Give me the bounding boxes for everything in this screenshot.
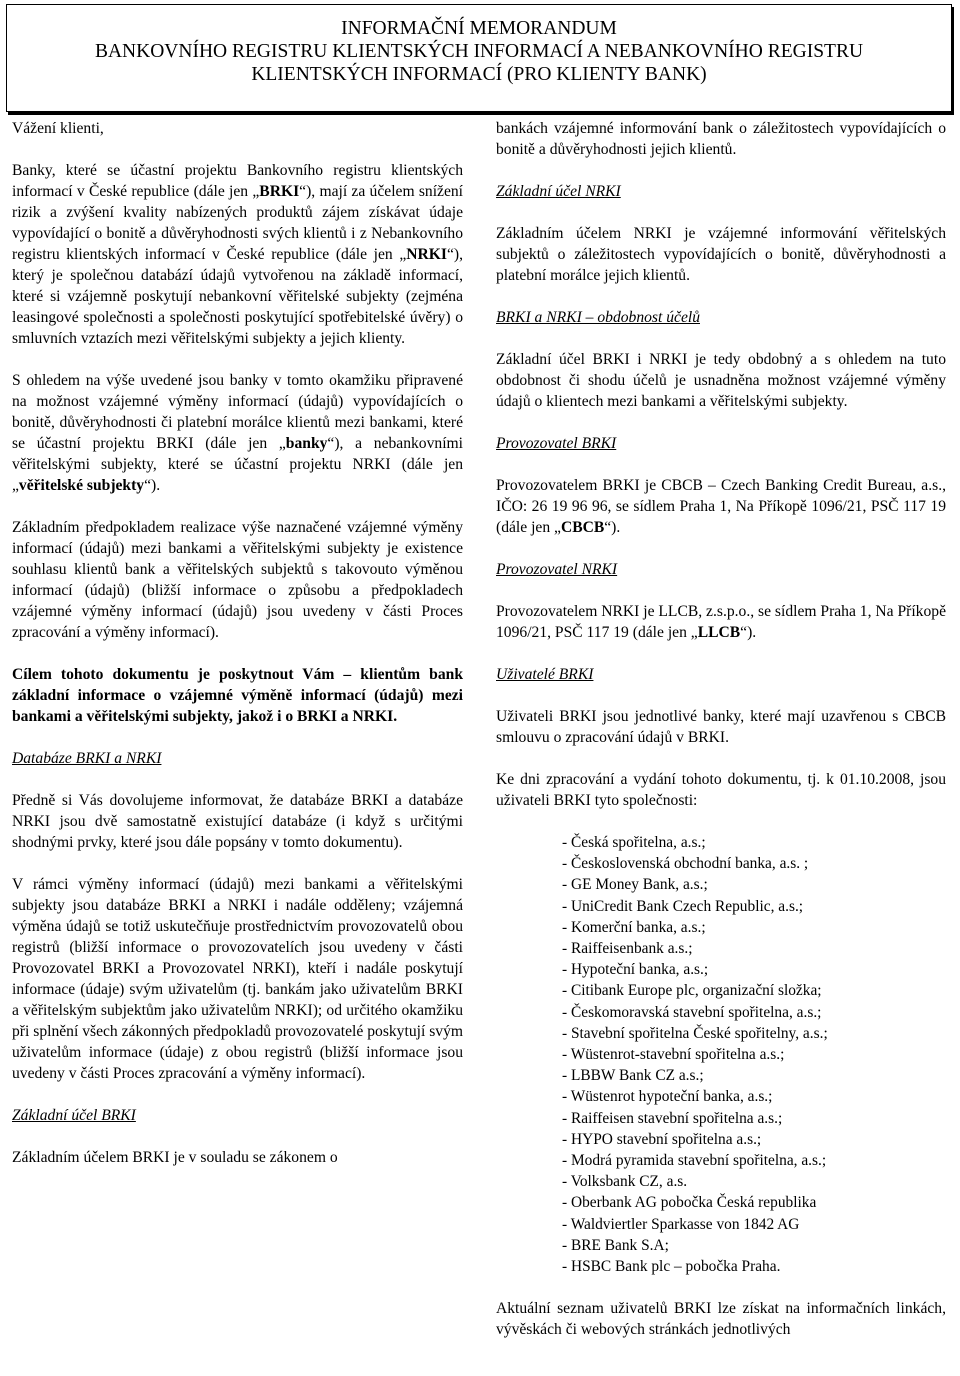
nrki-operator-paragraph <box>496 601 946 643</box>
title-line-3: KLIENTSKÝCH INFORMACÍ (PRO KLIENTY BANK) <box>251 64 707 85</box>
list-item: - Volksbank CZ, a.s. <box>562 1173 688 1191</box>
nrki-purpose-paragraph: Základním účelem NRKI je vzájemné informování věřitelských subjektů o záležitostech vypovídajících o bonitě, důvěryhodnosti a platební morálce jejich klientů. <box>496 225 946 284</box>
list-item: - Komerční banka, a.s.; <box>562 918 706 936</box>
nrki-term: NRKI <box>406 246 447 263</box>
intro-paragraph <box>12 160 463 349</box>
title-line-2: BANKOVNÍHO REGISTRU KLIENTSKÝCH INFORMACÍ A NEBANKOVNÍHO REGISTRU <box>94 41 864 62</box>
brki-operator-text: Provozovatelem BRKI je CBCB – Czech Banking Credit Bureau, a.s., IČO: 26 19 96 96, se sídlem Praha 1, Na Příkopě 1096/21, PSČ 117 19 (dále jen „ <box>496 477 946 536</box>
right-column <box>496 118 946 1340</box>
section-heading-similarity: BRKI a NRKI – obdobnost účelů <box>496 309 700 326</box>
list-item: - Hypoteční banka, a.s.; <box>562 961 709 979</box>
brki-term: BRKI <box>259 183 300 200</box>
list-item: - HYPO stavební spořitelna a.s.; <box>562 1130 762 1148</box>
section-heading-brki-users: Uživatelé BRKI <box>496 666 594 683</box>
intro-text-2: “), mají za účelem snížení rizik a zvýšení kvality nabízených produktů zájem získávat údaje vypovídající o bonitě a důvěryhodnosti svých klientů i z Nebankovního registru klientských informací v České republice (dále jen „ <box>12 183 464 263</box>
list-item: - GE Money Bank, a.s.; <box>562 876 708 894</box>
list-item: - Československá obchodní banka, a.s. ; <box>562 855 809 873</box>
memorandum-title-box <box>6 4 952 112</box>
consent-paragraph: Základním předpokladem realizace výše naznačené vzájemné výměny informací (údajů) mezi bankami a věřitelskými subjekty je existence souhlasu klientů bank a věřitelských subjektů s takovouto výměnou informací (údajů) (bližší informace o způsobu a předpokladech vzájemné výměny informací (údajů) jsou uvedeny v části Proces zpracování a výměny informací). <box>12 519 463 641</box>
nrki-operator-end: “). <box>740 624 757 641</box>
section-heading-brki-purpose: Základní účel BRKI <box>12 1107 136 1124</box>
databases-paragraph: Předně si Vás dovolujeme informovat, že databáze BRKI a databáze NRKI jsou dvě samostatně existující databáze (i když s určitými shodnými prvky, které jsou dále popsány v tomto dokumentu). <box>12 792 463 851</box>
similarity-paragraph: Základní účel BRKI i NRKI je tedy obdobný a s ohledem na tuto obdobnost či shodu účelů je usnadněna možnost vzájemné výměny údajů o klientech mezi bankami a věřitelskými subjekty. <box>496 351 946 410</box>
list-item: - Wüstenrot hypoteční banka, a.s.; <box>562 1088 773 1106</box>
list-item: - Česká spořitelna, a.s.; <box>562 834 706 851</box>
intro-text-3: “), který je společnou databází údajů vytvořenou na základě informací, které si vzájemně poskytují nebankovní věřitelské subjekty (zejména leasingové společnosti a společnosti poskytující spotřebitelské úvěry) o smluvních vztazích mezi věřitelskými subjekty a jejich klienty. <box>12 246 463 347</box>
section-heading-nrki-operator: Provozovatel NRKI <box>496 561 618 578</box>
readiness-text-1: S ohledem na výše uvedené jsou banky v tomto okamžiku připravené na možnost vzájemné výměny informací (údajů) vypovídajících o bonitě, důvěryhodnosti či platební morálce klientů mezi bankami, které se účastní projektu BRKI (dále jen „ <box>12 372 463 452</box>
left-column <box>12 118 463 1168</box>
brki-users-paragraph: Uživateli BRKI jsou jednotlivé banky, které mají uzavřenou s CBCB smlouvu o zpracování údajů v BRKI. <box>496 708 946 746</box>
list-item: - Citibank Europe plc, organizační složka; <box>562 982 822 1000</box>
list-item: - Oberbank AG pobočka Česká republika <box>562 1194 817 1212</box>
cbcb-term: CBCB <box>560 519 605 536</box>
greeting: Vážení klienti, <box>12 120 104 137</box>
section-heading-brki-operator: Provozovatel BRKI <box>496 435 617 452</box>
readiness-text-3: “). <box>144 477 161 494</box>
list-item: - Wüstenrot-stavební spořitelna a.s.; <box>562 1046 785 1064</box>
nrki-operator-text: Provozovatelem NRKI je LLCB, z.s.p.o., se sídlem Praha 1, Na Příkopě 1096/21, PSČ 117 19 (dále jen „ <box>496 603 946 641</box>
brki-purpose-paragraph: Základním účelem BRKI je v souladu se zákonem o <box>12 1149 338 1166</box>
list-item: - Raiffeisenbank a.s.; <box>562 940 693 958</box>
veritelske-subjekty-term: věřitelské subjekty <box>18 477 145 494</box>
llcb-term: LLCB <box>697 624 741 641</box>
banky-term: banky <box>285 435 328 452</box>
intro-text-1: Banky, které se účastní projektu Bankovního registru klientských informací v České republice (dále jen „ <box>12 162 463 200</box>
document-purpose-paragraph: Cílem tohoto dokumentu je poskytnout Vám – klientům bank základní informace o vzájemné výměně informací (údajů) mezi bankami a věřitelskými subjekty, jakož i o BRKI a NRKI. <box>12 666 463 725</box>
memorandum-title <box>7 17 951 86</box>
list-item: - BRE Bank S.A; <box>562 1236 669 1254</box>
list-item: - Raiffeisen stavební spořitelna a.s.; <box>562 1109 783 1127</box>
users-date-paragraph: Ke dni zpracování a vydání tohoto dokumentu, tj. k 01.10.2008, jsou uživateli BRKI tyto společnosti: <box>496 771 946 809</box>
readiness-text-2: “), a nebankovními věřitelskými subjekty, které se účastní projektu NRKI (dále jen „ <box>12 435 463 494</box>
bank-list <box>562 832 946 1277</box>
list-item: - HSBC Bank plc – pobočka Praha. <box>562 1258 781 1276</box>
list-item: - Waldviertler Sparkasse von 1842 AG <box>562 1215 800 1233</box>
list-item: - Stavební spořitelna České spořitelny, a.s.; <box>562 1024 828 1042</box>
brki-operator-paragraph <box>496 475 946 538</box>
banks-readiness-paragraph <box>12 370 463 496</box>
section-heading-nrki-purpose: Základní účel NRKI <box>496 183 621 200</box>
section-heading-databases: Databáze BRKI a NRKI <box>12 750 162 767</box>
list-item: - Modrá pyramida stavební spořitelna, a.s.; <box>562 1152 827 1170</box>
exchange-paragraph: V rámci výměny informací (údajů) mezi bankami a věřitelskými subjekty jsou databáze BRKI a NRKI i nadále odděleny; vzájemná výměna údajů se totiž uskutečňuje prostřednictvím provozovatelů obou registrů (bližší informace o provozovatelích jsou uvedeny v části Provozovatel BRKI a Provozovatel NRKI), kteří i nadále poskytují informace (údaje) svým uživatelům (tj. bankám jako uživatelům BRKI a věřitelským subjektům jako uživatelům NRKI); od určitého okamžiku při splnění všech zákonných předpokladů provozovatelé poskytují svým uživatelům informace (údaje) z obou registrů (bližší informace jsou uvedeny v části Proces zpracování a výměny informací). <box>12 876 463 1082</box>
brki-operator-end: “). <box>604 519 621 536</box>
list-item: - UniCredit Bank Czech Republic, a.s.; <box>562 897 804 915</box>
current-list-paragraph: Aktuální seznam uživatelů BRKI lze získat na informačních linkách, vývěskách či webových stránkách jednotlivých <box>496 1300 946 1339</box>
brki-purpose-continued: bankách vzájemné informování bank o záležitostech vypovídajících o bonitě a důvěryhodnosti jejich klientů. <box>496 120 946 158</box>
list-item: - Českomoravská stavební spořitelna, a.s.; <box>562 1003 822 1021</box>
title-line-1: INFORMAČNÍ MEMORANDUM <box>341 18 617 39</box>
list-item: - LBBW Bank CZ a.s.; <box>562 1067 704 1085</box>
